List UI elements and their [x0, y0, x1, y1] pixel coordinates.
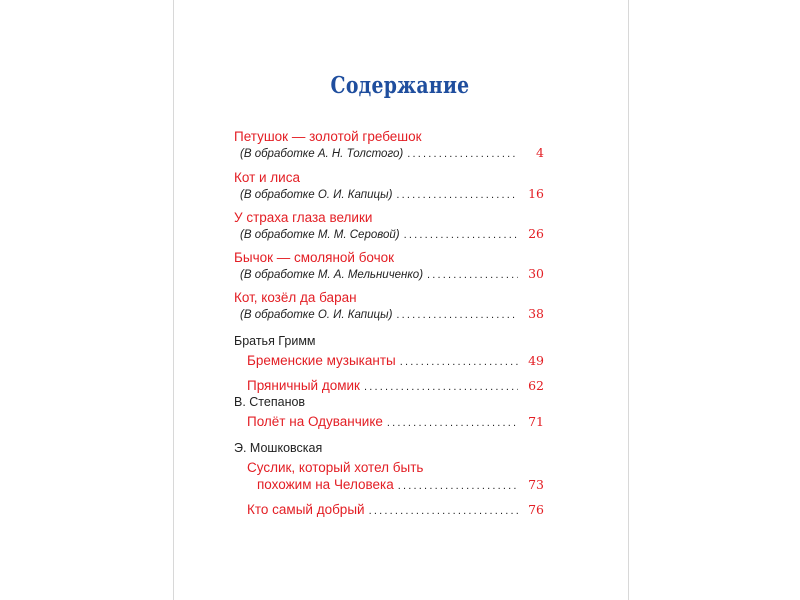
toc-entry[interactable]	[234, 128, 544, 160]
author-name: Братья Гримм	[234, 334, 316, 348]
entry-subtitle: (В обработке М. М. Серовой)	[240, 229, 400, 241]
entry-title: Кто самый добрый	[247, 502, 365, 517]
entry-title: Кот, козёл да баран	[234, 290, 357, 305]
entry-subtitle: (В обработке М. А. Мельниченко)	[240, 269, 424, 281]
toc-entry[interactable]	[234, 209, 544, 241]
dot-leader	[400, 354, 518, 371]
author-section	[234, 394, 544, 432]
author-name: В. Степанов	[234, 395, 306, 409]
page-number: 16	[528, 186, 544, 201]
entry-title: Петушок — золотой гребешок	[234, 129, 422, 144]
entry-title-line[interactable]: Суслик, который хотел быть	[247, 460, 424, 475]
toc-entry[interactable]	[234, 169, 544, 201]
page-number: 62	[528, 378, 544, 393]
dot-leader	[396, 309, 518, 321]
entry-subtitle: (В обработке А. Н. Толстого)	[240, 148, 404, 160]
page-number: 76	[528, 502, 544, 517]
dot-leader	[398, 478, 518, 495]
page-number: 71	[528, 414, 544, 429]
dot-leader	[407, 148, 518, 160]
entry-title: Пряничный домик	[247, 378, 360, 393]
toc-entry[interactable]	[234, 476, 544, 495]
toc-entry[interactable]	[234, 413, 544, 432]
entry-subtitle: (В обработке О. И. Капицы)	[240, 189, 393, 201]
entry-title: Полёт на Одуванчике	[247, 414, 383, 429]
author-section	[234, 333, 544, 396]
entry-title: Бременские музыканты	[247, 353, 396, 368]
page-title: Содержание	[330, 72, 470, 99]
page-number: 73	[528, 477, 544, 492]
dot-leader	[369, 503, 518, 520]
dot-leader	[427, 269, 518, 281]
toc-entry[interactable]	[234, 352, 544, 371]
toc-entry[interactable]	[234, 249, 544, 281]
dot-leader	[404, 229, 518, 241]
page-number: 30	[528, 266, 544, 281]
entry-title: Бычок — смоляной бочок	[234, 250, 395, 265]
entry-title: У страха глаза велики	[234, 210, 373, 225]
toc-entry[interactable]	[234, 289, 544, 321]
entry-title: Кот и лиса	[234, 170, 300, 185]
author-name: Э. Мошковская	[234, 441, 323, 455]
page-number: 49	[528, 353, 544, 368]
page-number: 38	[528, 306, 544, 321]
dot-leader	[387, 415, 518, 432]
entry-title: похожим на Человека	[257, 477, 394, 492]
author-section	[234, 440, 544, 520]
page-number: 4	[536, 145, 544, 160]
toc-entry[interactable]	[234, 501, 544, 520]
entry-subtitle: (В обработке О. И. Капицы)	[240, 309, 393, 321]
dot-leader	[396, 189, 518, 201]
page-number: 26	[528, 226, 544, 241]
